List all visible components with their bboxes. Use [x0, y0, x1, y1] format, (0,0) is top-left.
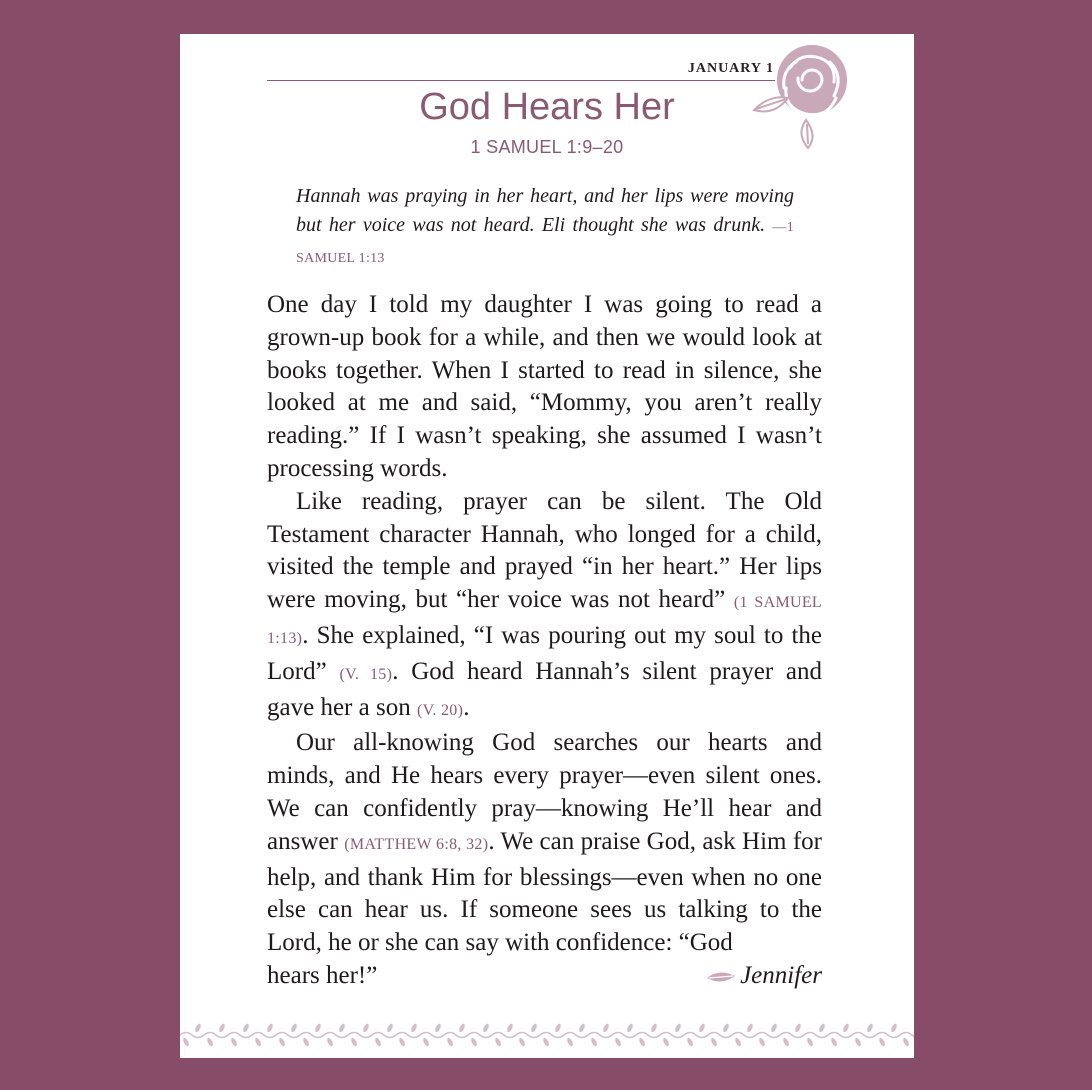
- devotional-page: [180, 34, 914, 1058]
- citation: (V. 20): [416, 701, 464, 719]
- scripture-reference: 1 SAMUEL 1:9–20: [470, 137, 624, 157]
- leaf-icon: [706, 970, 736, 984]
- citation: (V. 15): [339, 665, 393, 683]
- vine-border: [180, 1020, 914, 1050]
- epigraph-text: Hannah was praying in her heart, and her lips were moving but her voice was not heard. Eli thought she was drunk.: [296, 185, 794, 236]
- header-rule: [267, 80, 775, 81]
- paragraph-2: Like reading, prayer can be silent. The Old Testament character Hannah, who longed for a child, visited the temple and prayed “in her heart.” Her lips were moving, but “her voice was not heard” (1 SAMUEL 1:13). She explained, “I was pouring out my soul to the Lord” (V. 15). God heard Hannah’s silent prayer and gave her a son (V. 20).: [267, 487, 823, 721]
- citation: (1 SAMUEL 1:13): [267, 594, 823, 647]
- paragraph-3: Our all-knowing God searches our hearts and minds, and He hears every prayer—even silent ones. We can confidently pray—knowing He’ll hear and answer (MATTHEW 6:8, 32). We can praise God, ask Him for help, and thank Him for blessings—even when no one else can hear us. If someone sees us talking to the Lord, he or she can say with confidence: “God: [267, 729, 822, 957]
- closing-line: hears her!” Jennifer: [267, 960, 822, 993]
- date-label: JANUARY 1: [687, 61, 774, 76]
- epigraph-source: —1 SAMUEL 1:13: [296, 219, 795, 266]
- author-signature: Jennifer: [706, 960, 822, 993]
- page-title: God Hears Her: [419, 86, 675, 128]
- devotional-body: [267, 289, 822, 993]
- citation: (MATTHEW 6:8, 32): [344, 835, 489, 853]
- epigraph: [296, 182, 794, 274]
- paragraph-1: One day I told my daughter I was going to read a grown-up book for a while, and then we would look at books together. When I started to read in silence, she looked at me and said, “Mommy, you aren’t really reading.” If I wasn’t speaking, she assumed I wasn’t processing words.: [267, 291, 822, 482]
